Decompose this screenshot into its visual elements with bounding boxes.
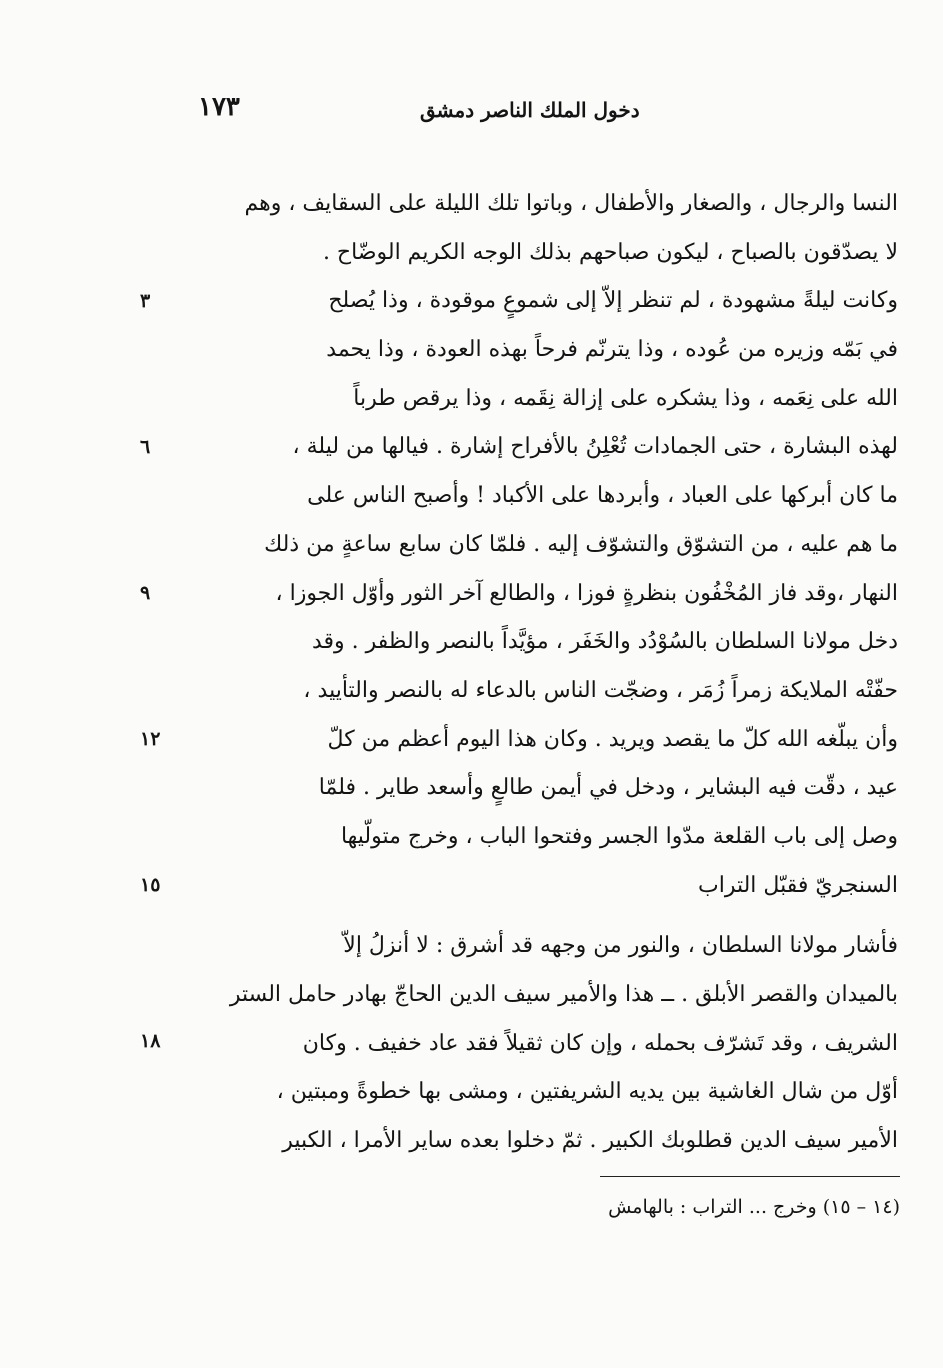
text-line: النهار ،وقد فاز المُخْفُون بنظرةٍ فوزا ، والطالع آخر الثور وأوّل الجوزا ، (275, 580, 898, 606)
text-line: حفّتْه الملايكة زمراً زُمَر ، وضجّت الناس بالدعاء له بالنصر والتأييد ، (303, 677, 898, 703)
text-line: لهذه البشارة ، حتى الجمادات تُعْلِنُ بالأفراح إشارة . فيالها من ليلة ، (292, 434, 898, 460)
page-number: ١٧٣ (198, 92, 240, 122)
paragraph-gap (178, 910, 898, 922)
footnote-divider (600, 1176, 900, 1177)
text-line: وأن يبلّغه الله كلّ ما يقصد ويريد . وكان هذا اليوم أعظم من كلّ (327, 726, 898, 752)
text-line: وكانت ليلةً مشهودة ، لم تنظر إلاّ إلى شموعٍ موقودة ، وذا يُصلح (328, 288, 898, 314)
text-line: لا يصدّقون بالصباح ، ليكون صباحهم بذلك الوجه الكريم الوضّاح . (322, 239, 898, 265)
text-line: الأمير سيف الدين قطلوبك الكبير . ثمّ دخلوا بعده ساير الأمرا ، الكبير (282, 1128, 898, 1154)
text-line: عيد ، دقّت فيه البشاير ، ودخل في أيمن طالعٍ وأسعد طاير . فلمّا (318, 775, 898, 801)
body-text (178, 180, 898, 1166)
text-line: بالميدان والقصر الأبلق . ــ هذا والأمير سيف الدين الحاجّ بهادر حامل الستر (229, 982, 898, 1007)
text-line: ما هم عليه ، من التشوّق والتشوّف إليه . فلمّا كان سابع ساعةٍ من ذلك (264, 531, 898, 557)
text-line: فأشار مولانا السلطان ، والنور من وجهه قد أشرق : لا أنزلُ إلاّ (343, 933, 898, 959)
text-line: ما كان أبركها على العباد ، وأبردها على الأكباد ! وأصبح الناس على (307, 483, 898, 509)
text-line: في بَمّه وزيره من عُوده ، وذا يترنّم فرحاً بهذه العودة ، وذا يحمد (326, 337, 898, 363)
margin-line-number: ١٢ (140, 728, 161, 750)
margin-line-number: ٦ (140, 436, 151, 458)
text-line: الشريف ، وقد تَشرّف بحمله ، وإن كان ثقيلاً فقد عاد خفيف . وكان (302, 1030, 898, 1056)
page-header (170, 92, 770, 132)
margin-line-number: ١٥ (140, 874, 161, 896)
margin-line-number: ٩ (140, 582, 151, 604)
running-title: دخول الملك الناصر دمشق (420, 98, 640, 122)
footnote: (١٤ – ١٥) وخرج ... التراب : بالهامش (608, 1196, 900, 1218)
text-line: السنجريّ فقبّل التراب (698, 872, 898, 898)
margin-line-number: ٣ (140, 290, 151, 312)
text-line: النسا والرجال ، والصغار والأطفال ، وباتوا تلك الليلة على السقايف ، وهم (244, 191, 898, 216)
text-line: الله على نِعَمه ، وذا يشكره على إزالة نِقَمه ، وذا يرقص طرباً (353, 385, 898, 411)
margin-line-number: ١٨ (140, 1030, 161, 1052)
text-line: وصل إلى باب القلعة مدّوا الجسر وفتحوا الباب ، وخرج متولّيها (340, 823, 898, 849)
text-line: دخل مولانا السلطان بالسُوْدُد والخَفَر ، مؤيَّداً بالنصر والظفر . وقد (311, 629, 898, 655)
text-line: أوّل من شال الغاشية بين يديه الشريفتين ، ومشى بها خطوةً ومبتين ، (276, 1079, 898, 1105)
